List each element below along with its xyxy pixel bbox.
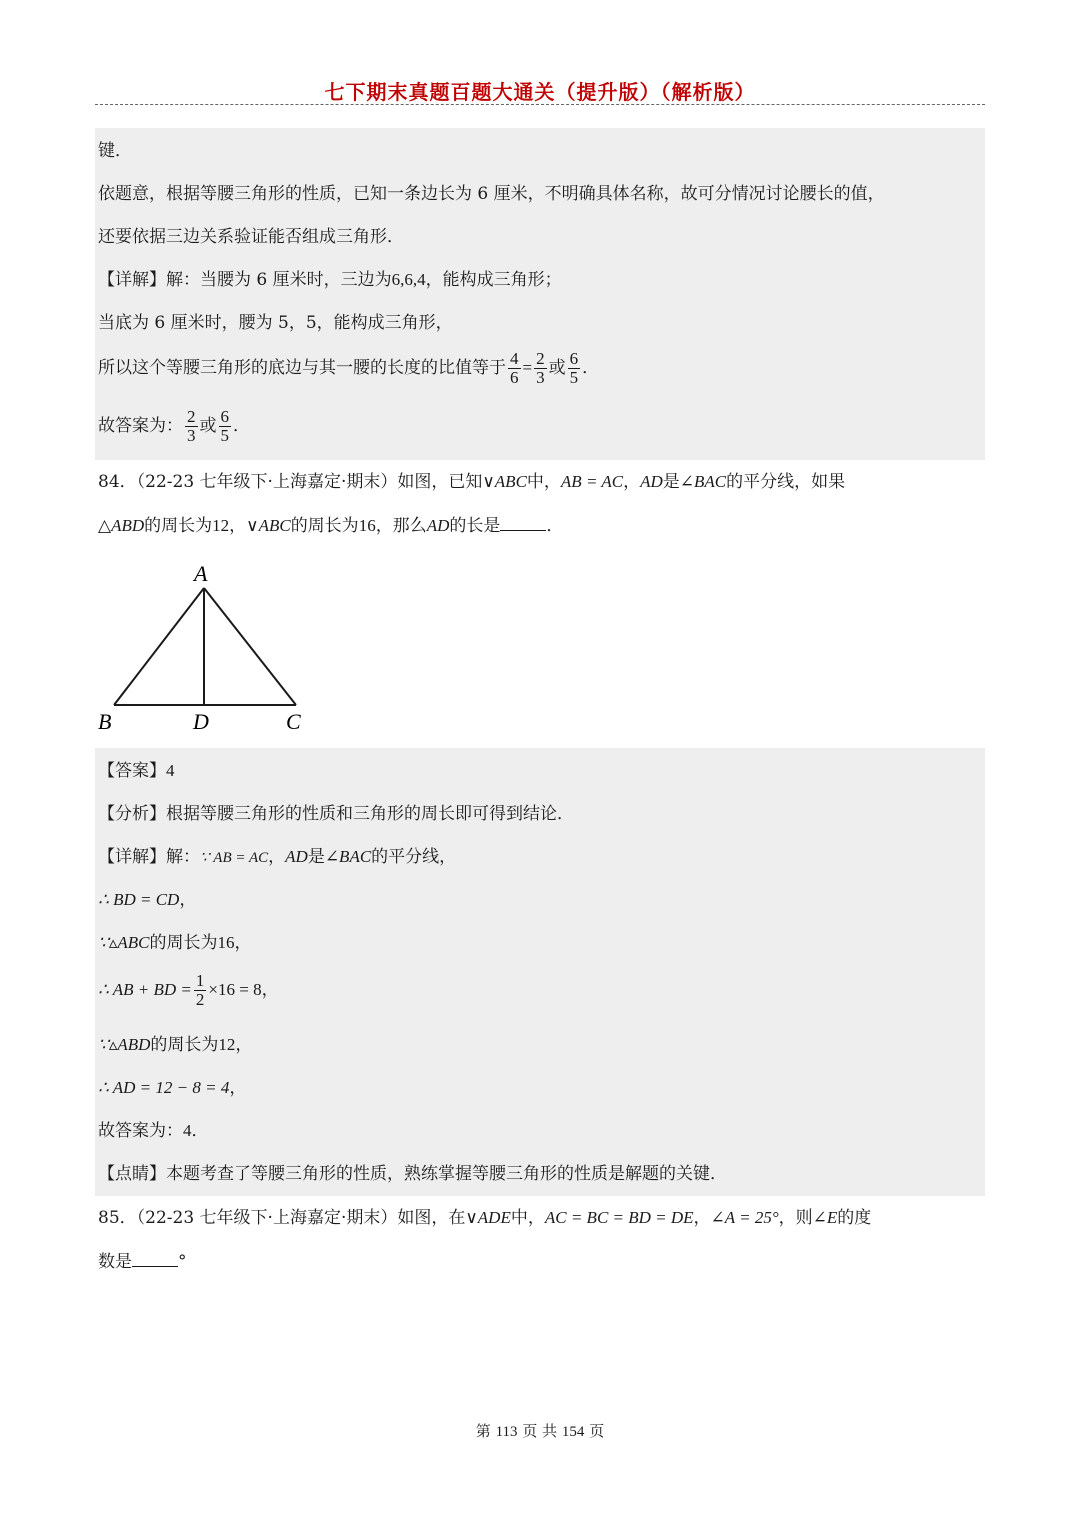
answer-value: 4: [166, 761, 175, 780]
label-b: B: [98, 709, 112, 734]
math: ∴ AD = 12 − 8 = 4: [98, 1078, 230, 1097]
text: 的度: [837, 1208, 872, 1228]
answer-blank: [132, 1266, 178, 1267]
sol84-detail: [98, 847, 456, 867]
text: ，: [234, 933, 252, 953]
math: ∵ AB = AC: [200, 850, 269, 866]
denominator: 5: [569, 367, 579, 387]
prev-line-5: [98, 313, 453, 333]
math: 12: [218, 1035, 236, 1054]
text: ，: [693, 1208, 711, 1228]
numerator: 1: [195, 971, 205, 990]
text: 是: [662, 472, 680, 492]
prev-line-1: [98, 141, 132, 161]
fraction: [194, 972, 207, 1009]
text: 或: [548, 357, 566, 378]
text: 页: [522, 1422, 538, 1440]
numerator: 2: [536, 349, 545, 368]
math: ∠E: [812, 1208, 838, 1227]
math: ∨ABC: [246, 516, 291, 535]
math: 16: [358, 516, 376, 535]
sol84-step-3: [98, 933, 251, 953]
text: 中，: [526, 472, 561, 492]
page-footer: [0, 1420, 1080, 1441]
math: ∠BAC: [679, 472, 727, 491]
header-divider: [95, 104, 985, 105]
detail-tag: 【详解】: [98, 270, 166, 290]
text: 的长是: [449, 516, 501, 536]
text: ，: [268, 847, 286, 867]
numerator: 6: [220, 407, 229, 426]
text: 根据等腰三角形的性质和三角形的周长即可得到结论．: [166, 804, 574, 824]
text: ，: [229, 516, 247, 536]
sol84-step-6: [98, 1078, 246, 1098]
math: AD: [640, 472, 663, 491]
text: 中，: [510, 1208, 545, 1228]
math: ∠BAC: [324, 847, 372, 866]
q84-line-1: [98, 472, 845, 492]
math: ∨ADE: [465, 1208, 511, 1227]
total-pages: 154: [561, 1424, 585, 1440]
text: 当底为 6 厘米时，腰为 5，5，能构成三角形，: [98, 313, 453, 333]
text: ，: [623, 472, 641, 492]
text: 键．: [98, 141, 132, 161]
q84-line-2: [98, 516, 563, 536]
prev-line-7: [98, 408, 250, 445]
text: 是: [307, 847, 325, 867]
label-c: C: [286, 709, 301, 734]
text: ，: [179, 890, 197, 910]
math: ∴ AB + BD =: [98, 979, 192, 999]
denominator: 2: [195, 989, 205, 1009]
text: 解：: [166, 847, 200, 867]
math: AC = BC = BD = DE: [544, 1208, 694, 1227]
analysis-tag: 【分析】: [98, 804, 166, 824]
question-number: 85．: [98, 1208, 137, 1228]
numerator: 4: [510, 349, 519, 368]
text: 共: [542, 1422, 558, 1440]
sol84-comment: [98, 1164, 727, 1184]
text: 或: [199, 415, 217, 436]
question-source: （22-23 七年级下·上海嘉定·期末）如图，在: [136, 1208, 466, 1228]
text: 的周长为: [290, 516, 359, 536]
text: ．: [191, 1121, 209, 1141]
text: 故答案为：: [98, 1121, 183, 1141]
text: ．: [582, 357, 600, 378]
text: 所以这个等腰三角形的底边与其一腰的长度的比值等于: [98, 357, 506, 378]
text: ，那么: [375, 516, 427, 536]
text: 的周长为: [150, 1035, 219, 1055]
math: 12: [212, 516, 230, 535]
side-ac: [204, 588, 296, 705]
text: 解：当腰为 6 厘米时，三边为: [166, 270, 392, 290]
text: 故答案为：: [98, 415, 183, 436]
page-header-title: 七下期末真题百题大通关（提升版）（解析版）: [324, 80, 756, 104]
answer-value: 4: [183, 1121, 192, 1140]
answer-tag: 【答案】: [98, 761, 166, 781]
text: ，: [229, 1078, 247, 1098]
question-source: （22-23 七年级下·上海嘉定·期末）如图，已知: [136, 472, 483, 492]
detail-tag: 【详解】: [98, 847, 166, 867]
fraction: [568, 350, 581, 387]
fraction: [219, 408, 232, 445]
math: AB = AC: [560, 472, 624, 491]
text: ．: [546, 516, 564, 536]
text: 的周长为: [144, 516, 213, 536]
question-number: 84．: [98, 472, 137, 492]
text: 的周长为: [149, 933, 218, 953]
triangle-figure: [90, 555, 320, 740]
denominator: 3: [536, 367, 545, 387]
answer-blank: [500, 530, 546, 531]
sol84-step-2: [98, 890, 196, 910]
math: AD: [285, 847, 308, 866]
sol84-step-4: [98, 972, 279, 1009]
math: 16: [217, 933, 235, 952]
text: 依题意，根据等腰三角形的性质，已知一条边长为 6 厘米，不明确具体名称，故可分情况讨论腰长的值，: [98, 184, 885, 204]
text: 的平分线，: [371, 847, 457, 867]
numerator: 6: [569, 349, 579, 368]
text: ，则: [778, 1208, 813, 1228]
text: 还要依据三边关系验证能否组成三角形．: [98, 227, 404, 247]
denominator: 3: [187, 425, 196, 445]
sol84-final: [98, 1121, 209, 1141]
text: 本题考查了等腰三角形的性质，熟练掌握等腰三角形的性质是解题的关键．: [166, 1164, 727, 1184]
math: ∠A = 25°: [710, 1208, 779, 1227]
text: ．: [233, 415, 250, 436]
sol84-step-5: [98, 1035, 252, 1055]
fraction: [185, 408, 198, 445]
comment-tag: 【点睛】: [98, 1164, 166, 1184]
prev-line-2: [98, 184, 885, 204]
text: 第: [475, 1422, 491, 1440]
fraction: [508, 350, 521, 387]
label-a: A: [194, 561, 208, 586]
math: ∵▵ABC: [98, 933, 150, 952]
text: 数是: [98, 1252, 132, 1272]
math: ∵▵ABD: [98, 1035, 151, 1054]
prev-line-6: [98, 350, 599, 387]
math: ×16 = 8: [208, 979, 262, 999]
denominator: 6: [510, 367, 519, 387]
math: ∴ BD = CD: [98, 890, 180, 909]
sol84-analysis: [98, 804, 574, 824]
numerator: 2: [187, 407, 196, 426]
page-number: 113: [495, 1424, 518, 1440]
prev-line-3: [98, 227, 404, 247]
text: ，: [235, 1035, 253, 1055]
text: °: [178, 1252, 187, 1272]
math: ∨ABC: [482, 472, 527, 491]
sol84-answer: [98, 761, 175, 781]
fraction: [534, 350, 547, 387]
text: 的平分线，如果: [726, 472, 846, 492]
math: AD: [426, 516, 450, 535]
denominator: 5: [220, 425, 229, 445]
prev-line-4: [98, 270, 562, 290]
text: ，: [261, 979, 279, 1000]
text: 页: [589, 1422, 605, 1440]
q85-line-2: [98, 1252, 187, 1272]
equals: =: [522, 357, 533, 377]
text: ，能构成三角形；: [425, 270, 562, 290]
q85-line-1: [98, 1208, 871, 1228]
side-ab: [114, 588, 204, 705]
math: 6,6,4: [391, 270, 426, 289]
label-d: D: [193, 709, 209, 734]
math: △ABD: [98, 516, 145, 535]
